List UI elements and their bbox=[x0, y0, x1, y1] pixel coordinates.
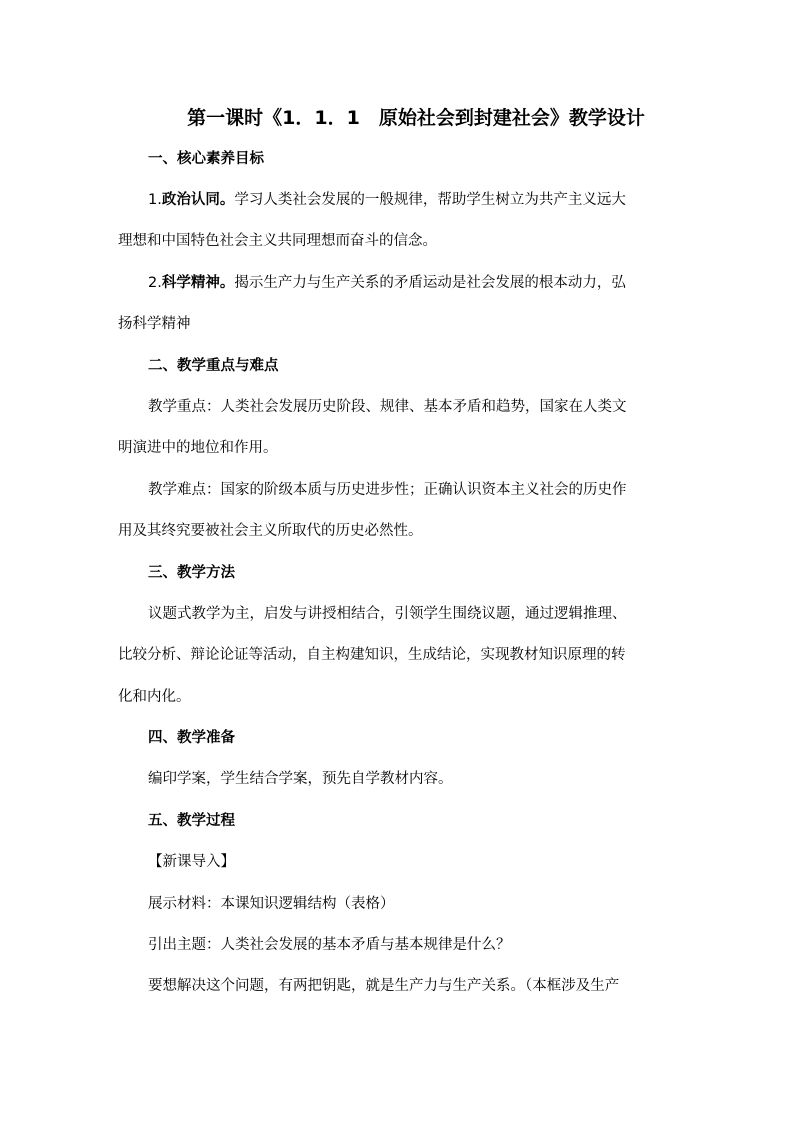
goal-item-2-number: 2. bbox=[148, 275, 162, 291]
section-heading-process: 五、教学过程 bbox=[148, 813, 235, 829]
section-heading-preparation: 四、教学准备 bbox=[148, 730, 235, 746]
process-subheading: 【新课导入】 bbox=[148, 854, 235, 870]
process-line-2: 引出主题：人类社会发展的基本矛盾与基本规律是什么？ bbox=[148, 937, 511, 953]
focus-line-1: 教学重点：人类社会发展历史阶段、规律、基本矛盾和趋势，国家在人类文 bbox=[148, 399, 627, 415]
methods-line-2: 比较分析、辩论论证等活动，自主构建知识，生成结论，实现教材知识原理的转 bbox=[118, 647, 626, 663]
difficulty-line-2: 用及其终究要被社会主义所取代的历史必然性。 bbox=[118, 523, 423, 539]
document-title: 第一课时《1．1．1 原始社会到封建社会》教学设计 bbox=[187, 107, 645, 129]
process-line-3: 要想解决这个问题，有两把钥匙，就是生产力与生产关系。（本框涉及生产 bbox=[148, 978, 620, 994]
difficulty-line-1: 教学难点：国家的阶级本质与历史进步性；正确认识资本主义社会的历史作 bbox=[148, 482, 627, 498]
goal-item-1-text: 学习人类社会发展的一般规律，帮助学生树立为共产主义远大 bbox=[234, 192, 626, 208]
goal-item-2-line-1 bbox=[148, 272, 626, 294]
preparation-text: 编印学案，学生结合学案，预先自学教材内容。 bbox=[148, 771, 453, 787]
goal-item-2-lead: 科学精神。 bbox=[161, 275, 235, 291]
methods-line-1: 议题式教学为主，启发与讲授相结合，引领学生围绕议题，通过逻辑推理、 bbox=[148, 606, 627, 622]
goal-item-1-number: 1. bbox=[148, 192, 162, 208]
methods-line-3: 化和内化。 bbox=[118, 689, 191, 705]
section-heading-focus: 二、教学重点与难点 bbox=[148, 358, 279, 374]
section-heading-methods: 三、教学方法 bbox=[148, 565, 235, 581]
focus-line-2: 明演进中的地位和作用。 bbox=[118, 440, 278, 456]
goal-item-1-line-2: 理想和中国特色社会主义共同理想而奋斗的信念。 bbox=[118, 233, 437, 249]
goal-item-2-text: 揭示生产力与生产关系的矛盾运动是社会发展的根本动力，弘 bbox=[234, 275, 626, 291]
process-line-1: 展示材料：本课知识逻辑结构（表格） bbox=[148, 896, 395, 912]
goal-item-2-line-2: 扬科学精神 bbox=[118, 316, 191, 332]
goal-item-1-line-1 bbox=[148, 189, 626, 211]
goal-item-1-lead: 政治认同。 bbox=[161, 192, 235, 208]
section-heading-core-goals: 一、核心素养目标 bbox=[148, 151, 264, 167]
